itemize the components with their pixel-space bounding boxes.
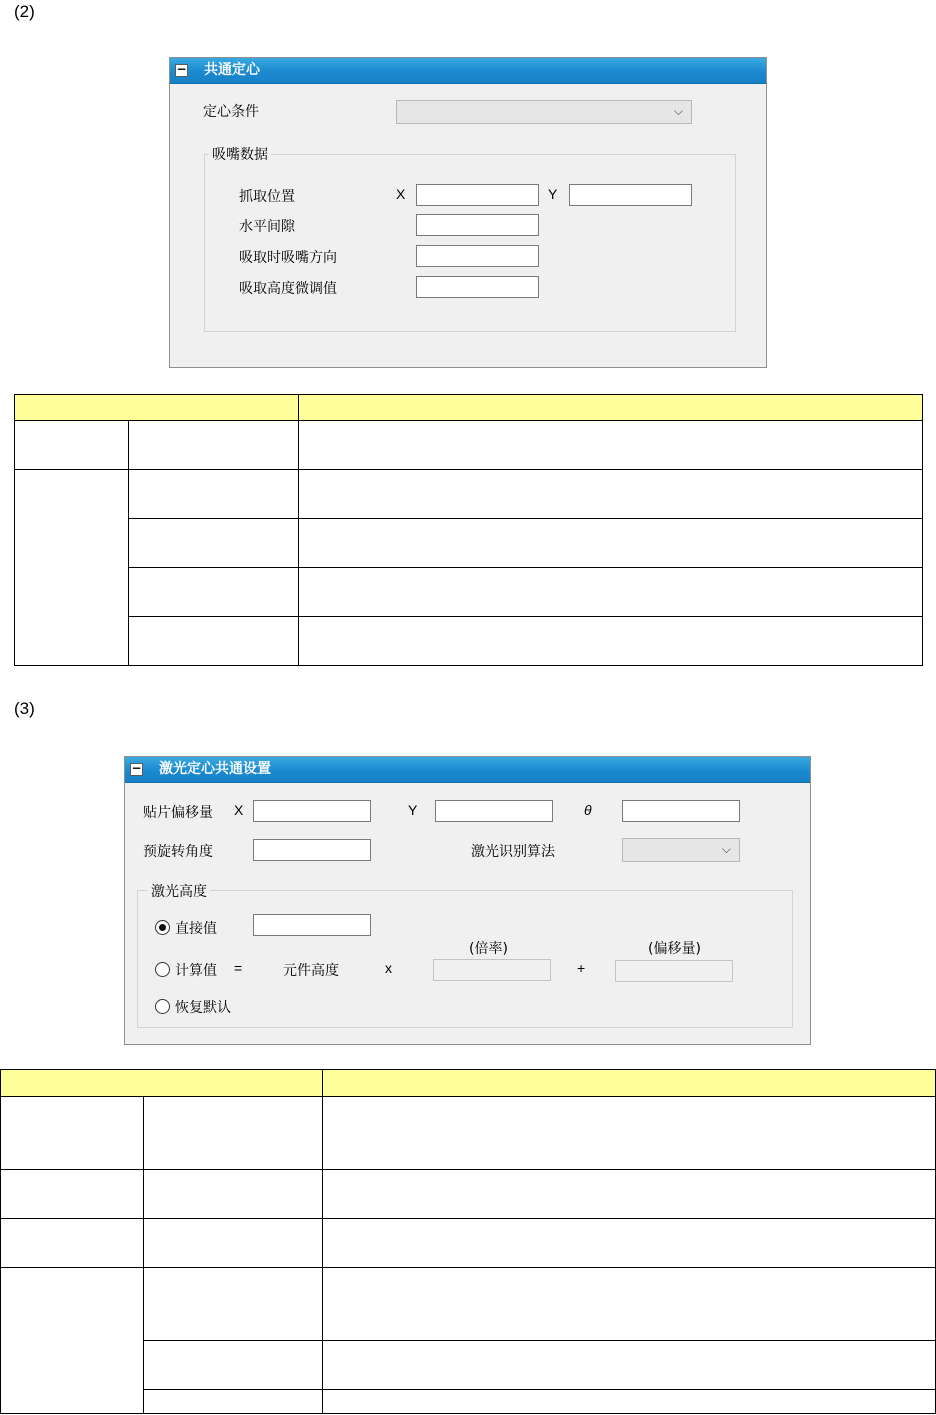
table-cell bbox=[144, 1097, 323, 1170]
direct-value-input[interactable] bbox=[253, 914, 371, 936]
table-header-cell bbox=[15, 395, 299, 421]
table-cell bbox=[144, 1341, 323, 1390]
ratio-caption: (倍率) bbox=[469, 941, 508, 957]
section-number-3: (3) bbox=[14, 699, 35, 718]
offset-theta-input[interactable] bbox=[622, 800, 740, 822]
mount-offset-label: 贴片偏移量 bbox=[143, 805, 213, 821]
table-row bbox=[15, 617, 923, 666]
table-cell bbox=[144, 1219, 323, 1268]
offset-x-input[interactable] bbox=[253, 800, 371, 822]
table-header-cell bbox=[1, 1070, 323, 1097]
table-row bbox=[1, 1219, 936, 1268]
ratio-input[interactable] bbox=[433, 959, 551, 981]
pick-height-adjust-input[interactable] bbox=[416, 276, 539, 298]
offset-input[interactable] bbox=[615, 960, 733, 982]
chevron-down-icon: ⌵ bbox=[673, 104, 683, 118]
laser-algorithm-label: 激光识别算法 bbox=[471, 844, 555, 860]
common-centering-panel bbox=[169, 57, 767, 368]
nozzle-direction-input[interactable] bbox=[416, 245, 539, 267]
table-cell bbox=[129, 470, 299, 519]
table-cell bbox=[299, 470, 923, 519]
section2-description-table bbox=[14, 394, 923, 666]
offset-y-input[interactable] bbox=[435, 800, 553, 822]
table-cell bbox=[144, 1268, 323, 1341]
x-label: X bbox=[234, 802, 244, 818]
table-cell bbox=[299, 421, 923, 470]
horizontal-gap-label: 水平间隙 bbox=[239, 219, 295, 235]
table-cell bbox=[129, 617, 299, 666]
table-cell bbox=[323, 1268, 936, 1341]
table-cell bbox=[1, 1097, 144, 1170]
table-row bbox=[1, 1170, 936, 1219]
pick-position-label: 抓取位置 bbox=[239, 189, 295, 205]
panel-title-bar bbox=[170, 58, 766, 84]
table-row bbox=[15, 568, 923, 617]
laser-height-group-label: 激光高度 bbox=[148, 881, 210, 901]
table-cell bbox=[129, 568, 299, 617]
collapse-icon[interactable]: − bbox=[176, 62, 187, 76]
table-cell bbox=[323, 1097, 936, 1170]
table-row bbox=[1, 1097, 936, 1170]
y-label: Y bbox=[408, 802, 418, 818]
restore-default-label: 恢复默认 bbox=[175, 1000, 231, 1016]
table-cell bbox=[323, 1390, 936, 1414]
table-cell bbox=[144, 1170, 323, 1219]
table-row bbox=[15, 470, 923, 519]
table-row bbox=[15, 421, 923, 470]
table-cell bbox=[129, 519, 299, 568]
nozzle-data-group-label: 吸嘴数据 bbox=[209, 144, 271, 164]
pick-x-input[interactable] bbox=[416, 184, 539, 206]
table-row bbox=[15, 519, 923, 568]
theta-label: θ bbox=[584, 802, 592, 818]
table-cell bbox=[15, 421, 129, 470]
table-cell bbox=[1, 1268, 144, 1414]
table-cell bbox=[299, 568, 923, 617]
table-cell bbox=[299, 519, 923, 568]
x-label: X bbox=[396, 186, 406, 202]
collapse-icon[interactable]: − bbox=[131, 761, 142, 775]
table-cell bbox=[15, 470, 129, 666]
section-number-2: (2) bbox=[14, 2, 35, 21]
offset-caption: (偏移量) bbox=[648, 941, 701, 957]
direct-value-radio[interactable] bbox=[155, 920, 170, 935]
pick-height-adjust-label: 吸取高度微调值 bbox=[239, 281, 337, 297]
pre-rotation-label: 预旋转角度 bbox=[143, 844, 213, 860]
nozzle-data-group bbox=[204, 154, 736, 332]
centering-condition-label: 定心条件 bbox=[203, 104, 259, 120]
pre-rotation-input[interactable] bbox=[253, 839, 371, 861]
nozzle-direction-label: 吸取时吸嘴方向 bbox=[239, 250, 337, 266]
component-height-label: 元件高度 bbox=[283, 963, 339, 979]
times-sign: x bbox=[385, 960, 392, 976]
laser-algorithm-select[interactable] bbox=[622, 838, 740, 862]
pick-y-input[interactable] bbox=[569, 184, 692, 206]
centering-condition-select[interactable] bbox=[396, 100, 692, 124]
table-cell bbox=[1, 1170, 144, 1219]
direct-value-label: 直接值 bbox=[175, 921, 217, 937]
y-label: Y bbox=[548, 186, 558, 202]
table-header-cell bbox=[323, 1070, 936, 1097]
chevron-down-icon: ⌵ bbox=[721, 842, 731, 856]
table-header-cell bbox=[299, 395, 923, 421]
calc-value-label: 计算值 bbox=[175, 963, 217, 979]
table-cell bbox=[323, 1219, 936, 1268]
table-header-row bbox=[15, 395, 923, 421]
table-cell bbox=[299, 617, 923, 666]
table-cell bbox=[144, 1390, 323, 1414]
table-cell bbox=[323, 1341, 936, 1390]
table-header-row bbox=[1, 1070, 936, 1097]
section3-description-table bbox=[0, 1069, 936, 1414]
plus-sign: + bbox=[577, 960, 586, 976]
calc-value-radio[interactable] bbox=[155, 962, 170, 977]
equals-sign: = bbox=[234, 960, 243, 976]
restore-default-radio[interactable] bbox=[155, 999, 170, 1014]
panel-title-bar bbox=[125, 757, 810, 783]
table-cell bbox=[1, 1219, 144, 1268]
table-cell bbox=[129, 421, 299, 470]
horizontal-gap-input[interactable] bbox=[416, 214, 539, 236]
panel-title: 激光定心共通设置 bbox=[159, 761, 271, 777]
laser-centering-panel bbox=[124, 756, 811, 1045]
table-row bbox=[1, 1268, 936, 1341]
table-cell bbox=[323, 1170, 936, 1219]
panel-title: 共通定心 bbox=[204, 62, 260, 78]
